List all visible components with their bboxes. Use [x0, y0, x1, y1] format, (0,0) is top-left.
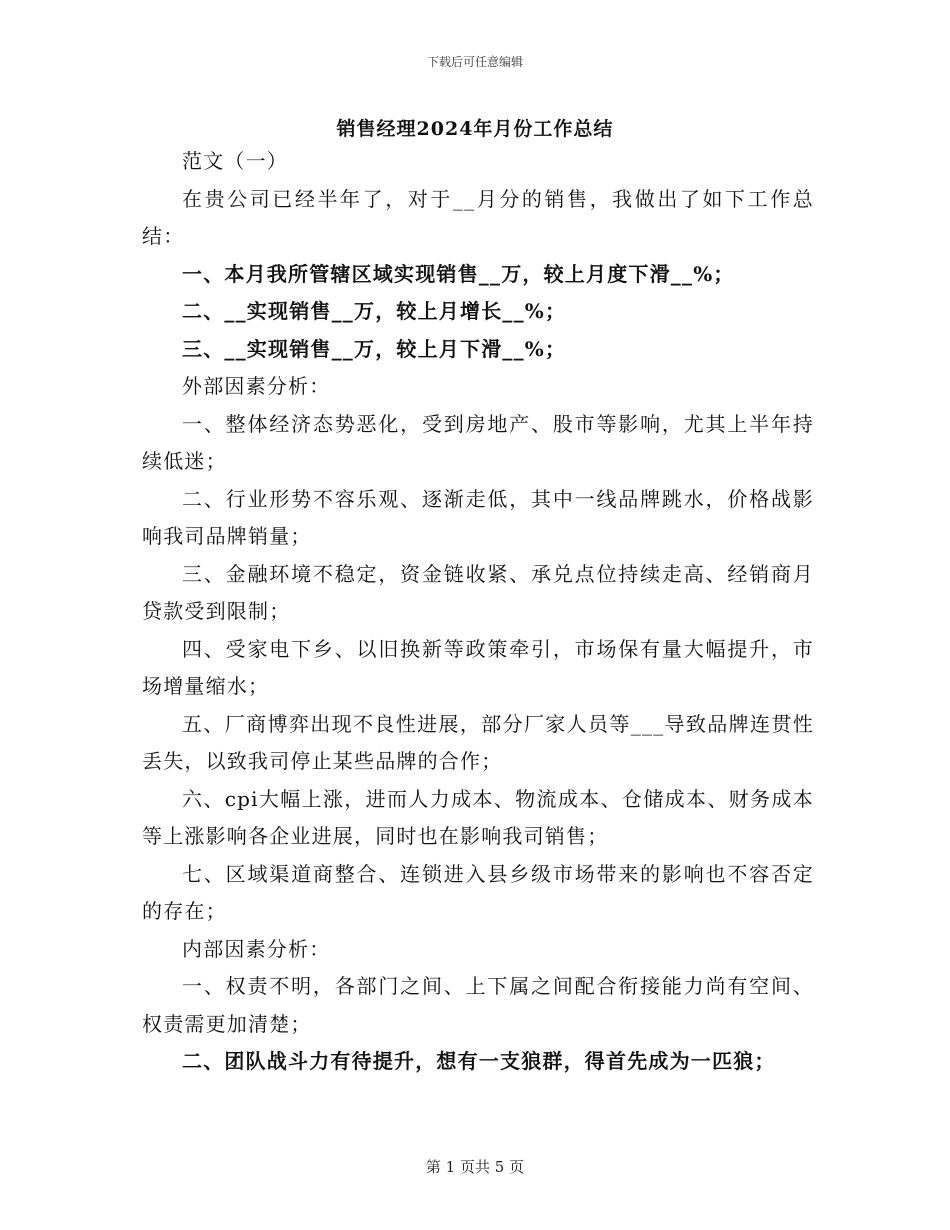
paragraph: 在贵公司已经半年了，对于__月分的销售，我做出了如下工作总结： [142, 186, 814, 248]
header-note: 下载后可任意编辑 [426, 55, 523, 69]
paragraph: 五、厂商博弈出现不良性进展，部分厂家人员等___导致品牌连贯性丢失，以致我司停止某些品牌的合作； [142, 711, 814, 773]
paragraph: 六、cpi大幅上涨，进而人力成本、物流成本、仓储成本、财务成本等上涨影响各企业进展，同时也在影响我司销售； [142, 786, 814, 848]
paragraph: 范文（一） [182, 149, 288, 173]
page-number: 第 1 页共 5 页 [425, 1158, 525, 1176]
paragraph: 一、整体经济态势恶化，受到房地产、股市等影响，尤其上半年持续低迷； [142, 411, 814, 473]
paragraph-bold: 二、__实现销售__万，较上月增长__%； [182, 299, 567, 323]
paragraph: 二、行业形势不容乐观、逐渐走低，其中一线品牌跳水，价格战影响我司品牌销量； [142, 486, 814, 548]
document-body [142, 143, 814, 1081]
paragraph: 七、区域渠道商整合、连锁进入县乡级市场带来的影响也不容否定的存在； [142, 861, 814, 923]
paragraph: 一、权责不明，各部门之间、上下属之间配合衔接能力尚有空间、权责需更加清楚； [142, 974, 814, 1036]
paragraph: 三、金融环境不稳定，资金链收紧、承兑点位持续走高、经销商月贷款受到限制； [142, 561, 814, 623]
paragraph-bold: 二、团队战斗力有待提升，想有一支狼群，得首先成为一匹狼； [182, 1049, 776, 1073]
paragraph-bold: 三、__实现销售__万，较上月下滑__%； [182, 336, 567, 361]
section-heading-internal: 内部因素分析： [182, 936, 331, 961]
paragraph: 四、受家电下乡、以旧换新等政策牵引，市场保有量大幅提升，市场增量缩水； [142, 636, 814, 698]
section-heading-external: 外部因素分析： [182, 374, 331, 398]
document-title: 销售经理2024年月份工作总结 [336, 118, 614, 140]
paragraph-bold: 一、本月我所管辖区域实现销售__万，较上月度下滑__%； [182, 261, 735, 286]
